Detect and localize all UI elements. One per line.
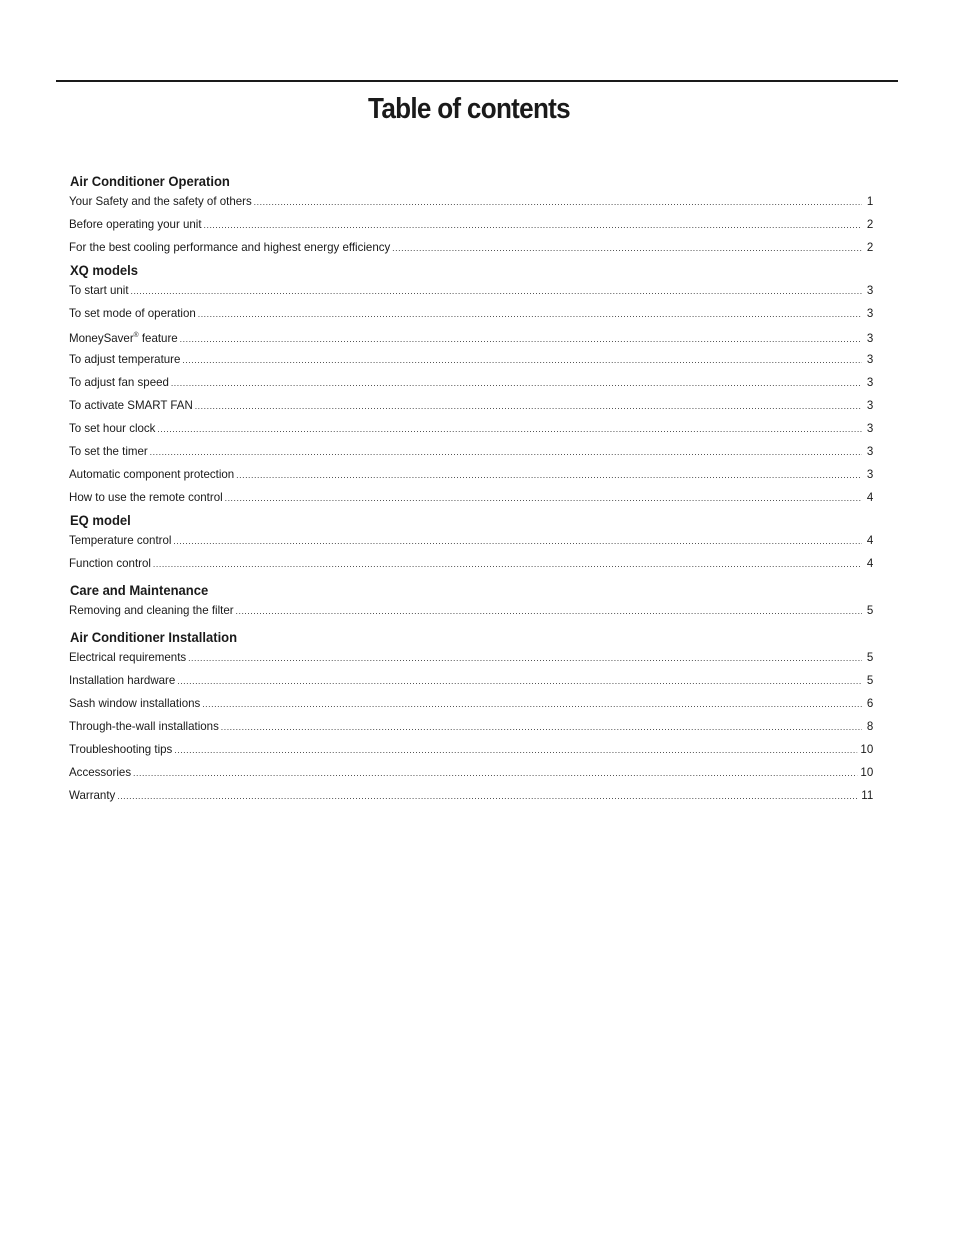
toc-entry[interactable] (69, 215, 873, 238)
toc-entry-page-number: 3 (866, 421, 874, 435)
toc-entry-page-number: 3 (866, 444, 874, 458)
toc-entry[interactable] (69, 740, 873, 763)
toc-entry-page-number: 10 (860, 765, 874, 779)
table-of-contents (69, 172, 873, 809)
dot-leader (133, 764, 858, 782)
toc-entry-page-number: 4 (866, 490, 874, 504)
section-heading: Care and Maintenance (70, 582, 209, 598)
toc-entry-page-number: 3 (866, 283, 874, 297)
page-title: Table of contents (368, 93, 570, 125)
toc-entry-page-number: 4 (866, 533, 874, 547)
top-divider-rule (56, 80, 898, 82)
toc-entry-page-number: 3 (866, 375, 874, 389)
toc-entry[interactable] (69, 281, 873, 304)
toc-entry-page-number: 1 (866, 194, 874, 208)
toc-entry-label: For the best cooling performance and highest energy efficiency (69, 240, 391, 254)
toc-entry[interactable] (69, 327, 873, 350)
toc-entry-label (69, 327, 178, 347)
section-heading: EQ model (70, 512, 131, 528)
dot-leader (130, 282, 861, 300)
toc-entry[interactable] (69, 465, 873, 488)
dot-leader (202, 695, 862, 713)
toc-entry-page-number: 11 (861, 788, 874, 802)
dot-leader (254, 193, 862, 211)
toc-entry-label: Temperature control (69, 533, 172, 547)
toc-entry-page-number: 3 (866, 467, 874, 481)
dot-leader (236, 466, 862, 484)
dot-leader (195, 397, 862, 415)
toc-entry-label: To set mode of operation (69, 306, 196, 320)
toc-entry-page-number: 3 (866, 398, 874, 412)
toc-entry[interactable] (69, 531, 873, 554)
toc-entry-page-number: 3 (866, 306, 874, 320)
toc-entry-label: To set hour clock (69, 421, 156, 435)
toc-entry[interactable] (69, 717, 873, 740)
dot-leader (150, 443, 862, 461)
toc-entry[interactable] (69, 763, 873, 786)
toc-entry[interactable] (69, 419, 873, 442)
toc-entry[interactable] (69, 648, 873, 671)
toc-entry-page-number: 2 (866, 217, 874, 231)
toc-entry-page-number: 3 (866, 352, 874, 366)
toc-entry-page-number: 8 (866, 719, 874, 733)
toc-entry-label: How to use the remote control (69, 490, 223, 504)
dot-leader (180, 330, 862, 348)
toc-entry[interactable] (69, 786, 873, 809)
toc-section-care-and-maintenance (69, 581, 873, 624)
toc-entry-label: To activate SMART FAN (69, 398, 193, 412)
toc-entry-label: Through-the-wall installations (69, 719, 219, 733)
toc-entry-label: To set the timer (69, 444, 148, 458)
dot-leader (225, 489, 862, 507)
toc-entry-label: Accessories (69, 765, 132, 779)
dot-leader (203, 216, 861, 234)
dot-leader (174, 741, 857, 759)
section-heading: Air Conditioner Installation (70, 629, 238, 645)
toc-entry-label: Function control (69, 556, 151, 570)
toc-entry[interactable] (69, 350, 873, 373)
dot-leader (236, 602, 862, 620)
toc-entry-label: Electrical requirements (69, 650, 187, 664)
section-heading: Air Conditioner Operation (70, 173, 230, 189)
dot-leader (182, 351, 861, 369)
toc-section-eq-model (69, 511, 873, 577)
toc-section-air-conditioner-installation (69, 628, 873, 809)
toc-entry-page-number: 5 (866, 673, 874, 687)
toc-entry[interactable] (69, 442, 873, 465)
dot-leader (173, 532, 861, 550)
dot-leader (177, 672, 862, 690)
toc-entry-page-number: 4 (866, 556, 874, 570)
toc-entry-label: Your Safety and the safety of others (69, 194, 252, 208)
toc-entry-label: To adjust fan speed (69, 375, 169, 389)
dot-leader (198, 305, 862, 323)
section-heading: XQ models (70, 262, 139, 278)
toc-entry-page-number: 5 (866, 650, 874, 664)
toc-entry-label: Removing and cleaning the filter (69, 603, 234, 617)
toc-entry[interactable] (69, 396, 873, 419)
toc-entry-label: Automatic component protection (69, 467, 235, 481)
toc-section-xq-models (69, 261, 873, 511)
toc-entry[interactable] (69, 694, 873, 717)
toc-entry-page-number: 3 (866, 331, 874, 345)
dot-leader (157, 420, 861, 438)
toc-entry-label-text: MoneySaver (69, 331, 134, 345)
toc-entry[interactable] (69, 304, 873, 327)
dot-leader (188, 649, 862, 667)
toc-entry-label: Installation hardware (69, 673, 176, 687)
dot-leader (117, 787, 858, 805)
toc-section-air-conditioner-operation (69, 172, 873, 261)
toc-entry-label: To adjust temperature (69, 352, 181, 366)
toc-entry-label: To start unit (69, 283, 129, 297)
toc-entry-label: Before operating your unit (69, 217, 202, 231)
dot-leader (392, 239, 862, 257)
registered-trademark-mark: ® (133, 332, 139, 339)
toc-entry-page-number: 6 (866, 696, 874, 710)
toc-entry-label: Troubleshooting tips (69, 742, 173, 756)
toc-entry-label-suffix: feature (138, 331, 178, 345)
toc-entry[interactable] (69, 238, 873, 261)
toc-entry[interactable] (69, 488, 873, 511)
toc-entry-page-number: 2 (866, 240, 874, 254)
dot-leader (221, 718, 862, 736)
toc-entry-label: Sash window installations (69, 696, 201, 710)
toc-entry[interactable] (69, 373, 873, 396)
toc-entry[interactable] (69, 601, 873, 624)
toc-entry[interactable] (69, 554, 873, 577)
dot-leader (153, 555, 862, 573)
toc-entry[interactable] (69, 671, 873, 694)
toc-entry-page-number: 5 (866, 603, 874, 617)
dot-leader (171, 374, 862, 392)
toc-entry[interactable] (69, 192, 873, 215)
toc-entry-label: Warranty (69, 788, 116, 802)
toc-entry-page-number: 10 (860, 742, 874, 756)
